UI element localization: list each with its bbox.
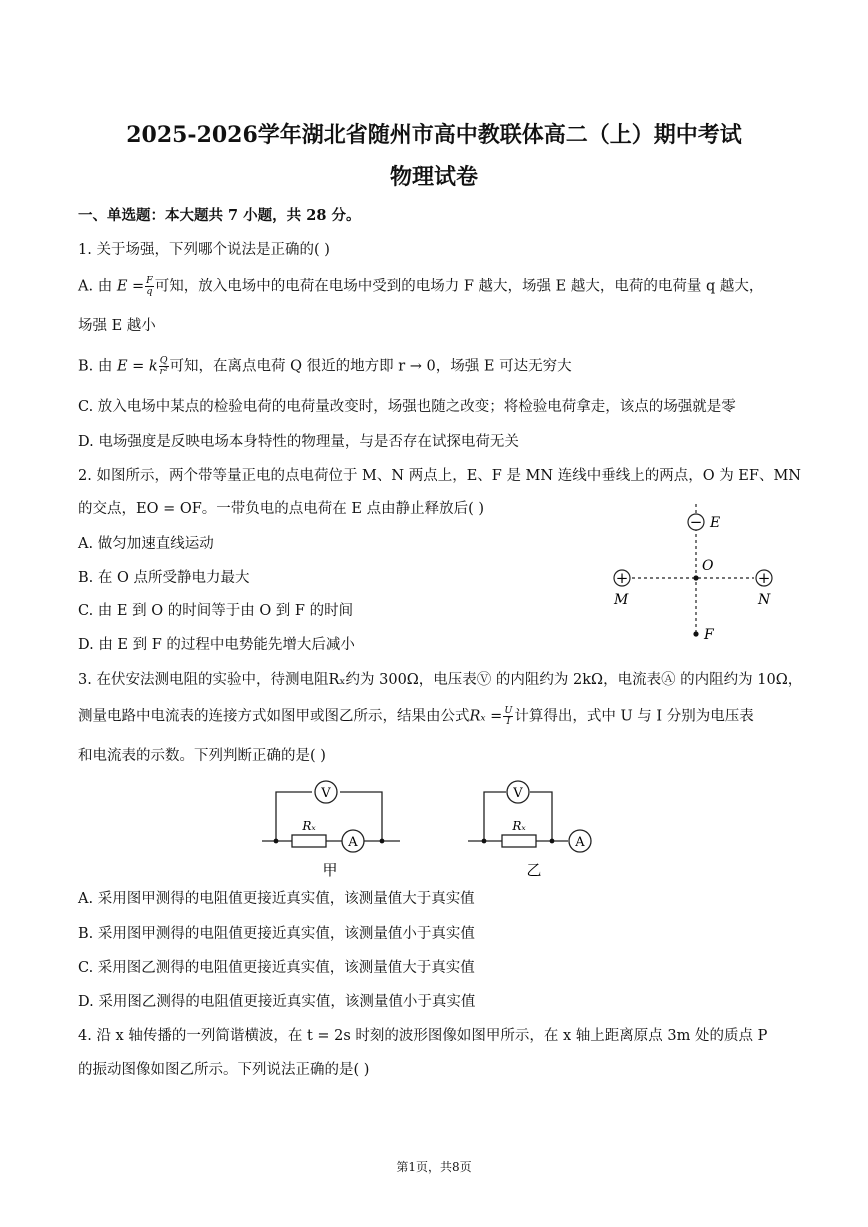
yi-node-right [550,839,555,844]
q3-option-d: D. 采用图乙测得的电阻值更接近真实值，该测量值小于真实值 [78,994,476,1010]
q2-option-d: D. 由 E 到 F 的过程中电势能先增大后减小 [78,637,355,653]
q4-stem-line2: 的振动图像如图乙所示。下列说法正确的是( ) [78,1062,370,1078]
q1-option-a-line2: 场强 E 越小 [78,318,156,334]
q2-label-e: E [710,515,721,531]
q3-stem-line2 [78,706,754,727]
page-footer: 第1页，共8页 [396,1160,472,1174]
jia-caption: 甲 [322,861,338,879]
q3-option-a: A. 采用图甲测得的电阻值更接近真实值，该测量值大于真实值 [78,891,475,907]
q2-label-n: N [758,592,771,608]
q4-stem-line1: 4. 沿 x 轴传播的一列简谐横波，在 t = 2s 时刻的波形图像如图甲所示，在 x 轴上距离原点 3m 处的质点 P [78,1028,768,1044]
jia-node-left [274,839,279,844]
q2-option-c: C. 由 E 到 O 的时间等于由 O 到 F 的时间 [78,603,354,619]
q1-b-eq: E = k [116,358,158,375]
q3-option-c: C. 采用图乙测得的电阻值更接近真实值，该测量值大于真实值 [78,960,475,976]
exam-title: 2025-2026学年湖北省随州市高中教联体高二（上）期中考试 [126,122,742,148]
q3-formula-lhs: Rₓ = [469,708,503,725]
q3-formula-den: I [506,716,511,727]
q3-stem2-prefix: 测量电路中电流表的连接方式如图甲或图乙所示，结果由公式 [78,708,470,725]
q2-option-b: B. 在 O 点所受静电力最大 [78,570,250,586]
exam-subtitle: 物理试卷 [389,164,478,190]
q2-label-o: O [702,558,714,574]
q1-option-d: D. 电场强度是反映电场本身特性的物理量，与是否存在试探电荷无关 [78,434,519,450]
q3-formula-fraction [503,706,513,727]
yi-caption: 乙 [526,861,542,879]
yi-voltmeter-label: V [513,786,523,801]
q1-b-num: Q [159,355,168,366]
yi-node-left [482,839,487,844]
q3-stem-line3: 和电流表的示数。下列判断正确的是( ) [78,748,326,764]
jia-node-right [380,839,385,844]
q1-b-text: 可知，在离点电荷 Q 很近的地方即 r → 0，场强 E 可达无穷大 [169,358,572,375]
q2-label-m: M [614,592,629,608]
q1-option-a [78,276,763,297]
q2-label-f: F [704,627,714,643]
q2-m-sign: + [615,569,629,587]
q1-a-fraction [145,276,154,297]
q1-option-b [78,356,572,377]
q2-stem-line1: 2. 如图所示，两个带等量正电的点电荷位于 M、N 两点上，E、F 是 MN 连线中垂线上的两点，O 为 EF、MN [78,468,801,484]
q1-b-prefix: B. 由 [78,358,117,375]
q2-e-sign: − [689,513,703,531]
q1-a-prefix: A. 由 [78,278,117,295]
q3-circuit-yi [468,778,600,880]
q2-o-point [693,575,698,580]
q3-stem-line1: 3. 在伏安法测电阻的实验中，待测电阻Rₓ约为 300Ω，电压表Ⓥ 的内阻约为 2kΩ，电流表Ⓐ 的内阻约为 10Ω， [78,672,803,688]
q1-a-text: 可知，放入电场中的电荷在电场中受到的电场力 F 越大，场强 E 越大，电荷的电荷量 q 越大， [154,278,764,295]
q2-charge-diagram [600,496,790,652]
section-heading: 一、单选题：本大题共 7 小题，共 28 分。 [78,207,361,224]
q1-stem: 1. 关于场强，下列哪个说法是正确的( ) [78,242,330,258]
q1-a-eq: E = [116,278,145,295]
jia-resistor [292,835,326,847]
jia-voltmeter-wire [276,792,312,841]
q3-formula-num: U [504,705,513,716]
q1-option-c: C. 放入电场中某点的检验电荷的电荷量改变时，场强也随之改变；将检验电荷拿走，该点的场强就是零 [78,399,736,415]
jia-voltmeter-label: V [321,786,331,801]
q2-option-a: A. 做匀加速直线运动 [78,536,214,552]
q3-stem2-suffix: 计算得出，式中 U 与 I 分别为电压表 [514,708,754,725]
q1-a-den: q [146,286,153,297]
yi-ammeter-label: A [575,835,585,850]
yi-resistor-label: Rₓ [512,819,526,833]
q1-b-den: r² [159,366,168,377]
q2-n-sign: + [757,569,771,587]
yi-voltmeter-wire [484,792,506,841]
q2-f-point [693,631,698,636]
yi-voltmeter-wire-right [530,792,552,841]
q1-b-fraction [159,356,169,377]
q3-option-b: B. 采用图甲测得的电阻值更接近真实值，该测量值小于真实值 [78,926,475,942]
yi-resistor [502,835,536,847]
q3-circuit-jia [262,778,410,880]
q2-stem-line2: 的交点，EO = OF。一带负电的点电荷在 E 点由静止释放后( ) [78,501,485,517]
jia-resistor-label: Rₓ [302,819,316,833]
jia-ammeter-label: A [348,835,358,850]
q1-a-num: F [146,275,153,286]
